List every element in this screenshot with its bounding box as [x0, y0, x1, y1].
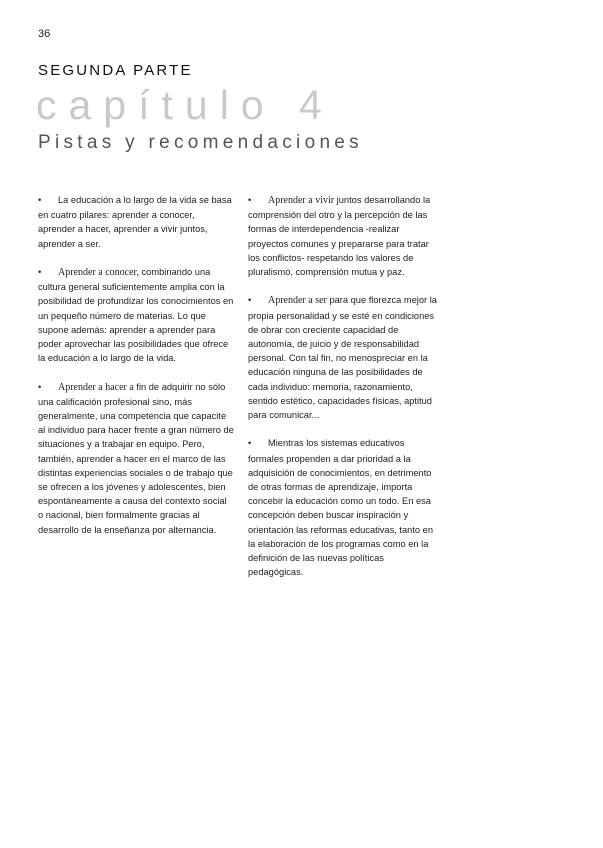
paragraph-aprender-a-vivir	[248, 193, 438, 279]
part-label: SEGUNDA PARTE	[38, 62, 193, 79]
bullet-marker: •	[248, 295, 252, 306]
left-column	[38, 193, 234, 551]
paragraph-text: Mientras los sistemas educativos formales propenden a dar prioridad a la adquisición de conocimientos, en detrimento de otras formas de aprendizaje, importa concebir la educación como un todo. En esa concepción deben buscar inspiración y orientación las reformas educativas, tanto en la elaboración de los programas como en la definición de las nuevas políticas pedagógicas.	[248, 438, 434, 578]
right-column	[248, 193, 438, 594]
paragraph-text: para que florezca mejor la propia personalidad y se esté en condiciones de obrar con creciente capacidad de autonomía, de juicio y de responsabilidad personal. Con tal fin, no menospreciar en la educación ninguna de las posibilidades de cada individuo: memoria, razonamiento, sentido estético, capacidades físicas, aptitud para comunicar...	[248, 295, 437, 421]
bullet-marker: •	[248, 438, 252, 449]
paragraph-lead: Aprender a ser	[268, 295, 327, 307]
paragraph-sistemas-educativos	[248, 436, 438, 579]
bullet-marker: •	[38, 267, 42, 277]
paragraph-text: La educación a lo largo de la vida se basa en cuatro pilares: aprender a conocer, aprender a hacer, aprender a vivir juntos, aprender a ser.	[38, 195, 232, 249]
paragraph-aprender-a-ser	[248, 293, 438, 422]
chapter-title: capítulo 4	[36, 82, 334, 128]
paragraph-aprender-a-hacer	[38, 380, 234, 537]
paragraph-aprender-a-conocer	[38, 265, 234, 365]
paragraph-lead: Aprender a hacer a	[58, 381, 134, 393]
paragraph-lead: Aprender a conocer,	[58, 267, 139, 278]
bullet-marker: •	[38, 195, 42, 205]
paragraph-pillars	[38, 193, 234, 251]
paragraph-text: juntos desarrollando la comprensión del otro y la percepción de las formas de interdependencia -realizar proyectos comunes y prepararse para tratar los conflictos- respetando los valores de pluralismo, comprensión mutua y paz.	[248, 195, 431, 278]
bullet-marker: •	[248, 195, 252, 205]
paragraph-text: fin de adquirir no sólo una calificación profesional sino, más generalmente, una competencia que capacite al individuo para hacer frente a gran número de situaciones y a trabajar en equipo. Pero, también, aprender a hacer en el marco de las distintas experiencias sociales o de trabajo que se ofrecen a los jóvenes y adolescentes, bien espontáneamente a causa del contexto social o nacional, bien formalmente gracias al desarrollo de la enseñanza por alternancia.	[38, 381, 234, 535]
paragraph-lead: Aprender a vivir	[268, 195, 335, 206]
page-number: 36	[38, 28, 51, 40]
bullet-marker: •	[38, 381, 42, 392]
paragraph-text: combinando una cultura general suficientemente amplia con la posibilidad de profundizar los conocimientos en un pequeño número de materias. Lo que supone además: aprender a aprender para poder aprovechar las posibilidades que ofrece la educación a lo largo de la vida.	[38, 267, 234, 364]
chapter-subtitle: Pistas y recomendaciones	[38, 132, 363, 153]
